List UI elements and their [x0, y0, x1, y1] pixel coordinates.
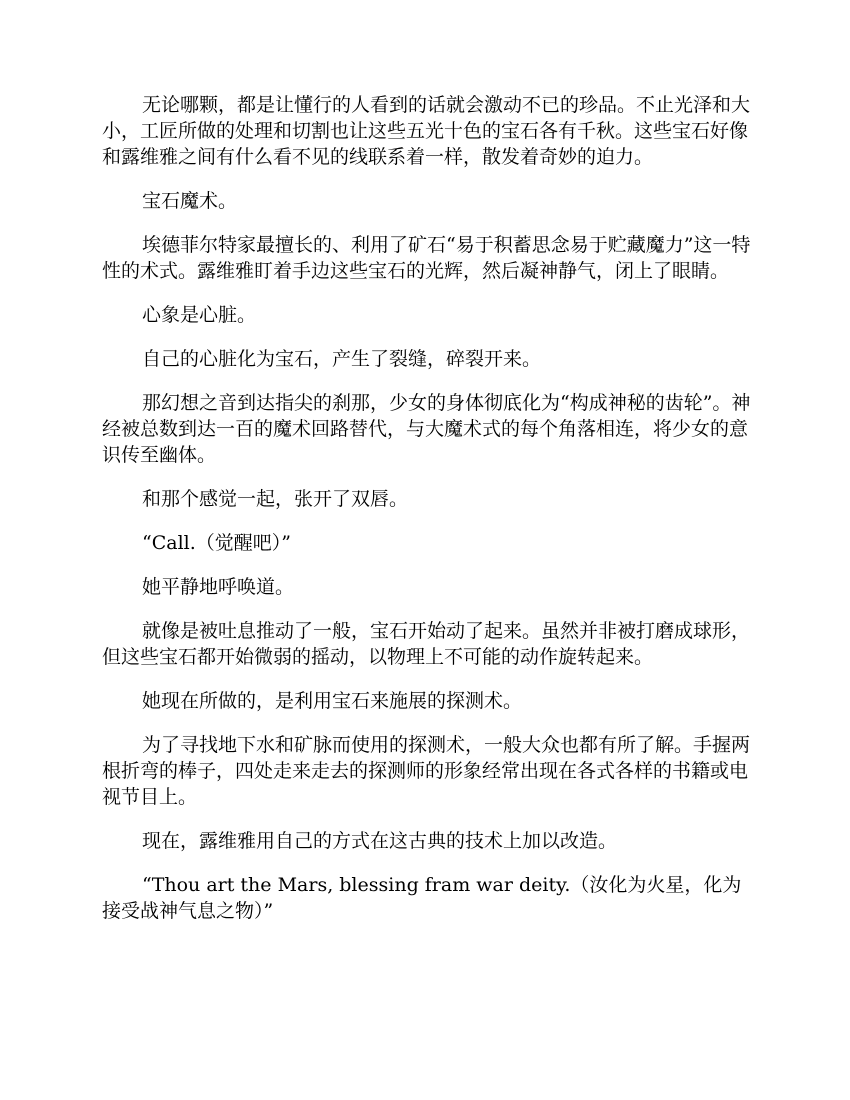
paragraph-14: “Thou art the Mars, blessing fram war deity.（汝化为火星，化为接受战神气息之物）”: [102, 874, 742, 922]
paragraph-3: 埃德菲尔特家最擅长的、利用了矿石“易于积蓄思念易于贮藏魔力”这一特性的术式。露维雅盯着手边这些宝石的光辉，然后凝神静气，闭上了眼睛。: [102, 234, 751, 282]
paragraph-7: 和那个感觉一起，张开了双唇。: [142, 488, 409, 510]
paragraph-13: 现在，露维雅用自己的方式在这古典的技术上加以改造。: [142, 830, 618, 852]
document-page: [102, 92, 752, 942]
paragraph-5: 自己的心脏化为宝石，产生了裂缝，碎裂开来。: [142, 348, 542, 370]
paragraph-11: 她现在所做的，是利用宝石来施展的探测术。: [142, 690, 523, 712]
paragraph-10: 就像是被吐息推动了一般，宝石开始动了起来。虽然并非被打磨成球形，但这些宝石都开始微弱的摇动，以物理上不可能的动作旋转起来。: [102, 620, 751, 668]
paragraph-1: 无论哪颗，都是让懂行的人看到的话就会激动不已的珍品。不止光泽和大小，工匠所做的处理和切割也让这些五光十色的宝石各有千秋。这些宝石好像和露维雅之间有什么看不见的线联系着一样，散发着奇妙的迫力。: [102, 94, 751, 168]
paragraph-8: “Call.（觉醒吧）”: [142, 532, 291, 554]
paragraph-12: 为了寻找地下水和矿脉而使用的探测术，一般大众也都有所了解。手握两根折弯的棒子，四处走来走去的探测师的形象经常出现在各式各样的书籍或电视节目上。: [102, 734, 751, 808]
paragraph-4: 心象是心脏。: [142, 304, 257, 326]
paragraph-6: 那幻想之音到达指尖的刹那，少女的身体彻底化为“构成神秘的齿轮”。神经被总数到达一百的魔术回路替代，与大魔术式的每个角落相连，将少女的意识传至幽体。: [102, 392, 751, 466]
paragraph-2: 宝石魔术。: [142, 190, 238, 212]
paragraph-9: 她平静地呼唤道。: [142, 576, 295, 598]
